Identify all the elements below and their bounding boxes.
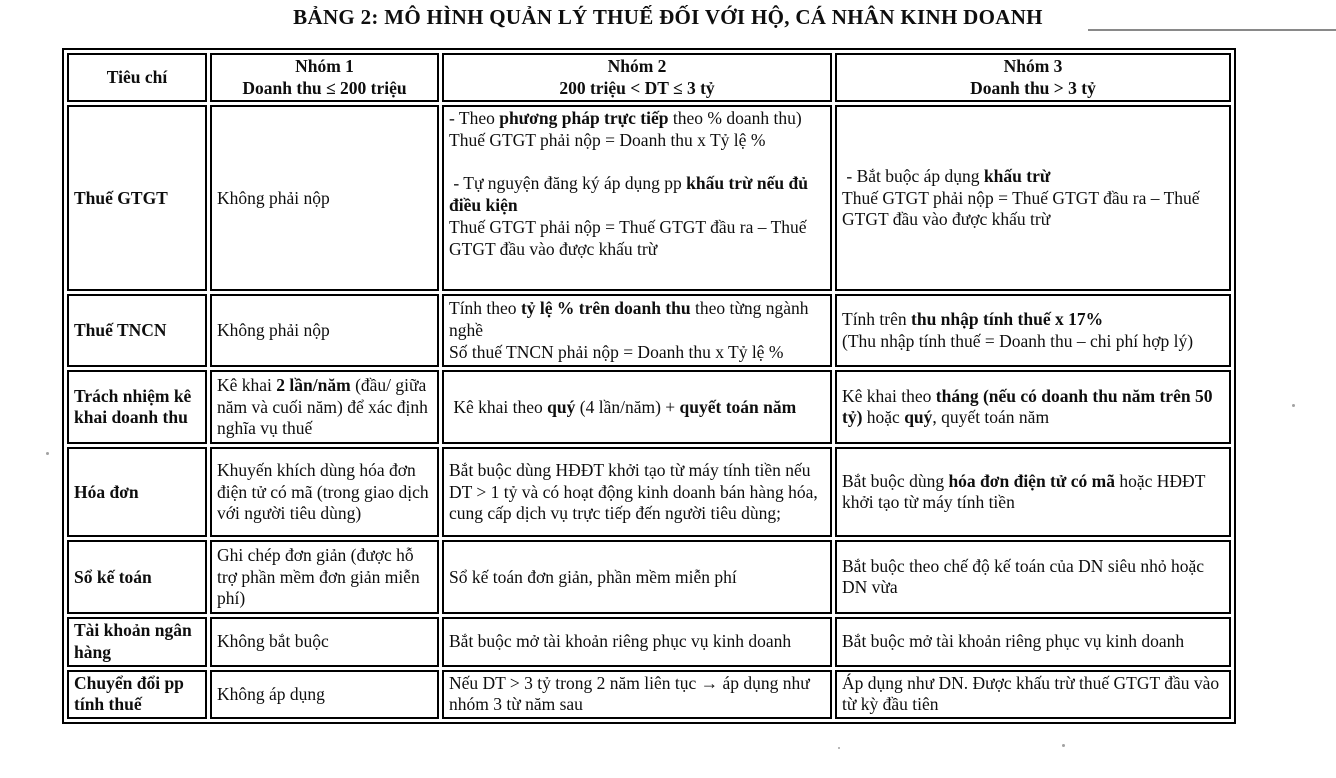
- scan-noise-dot: [838, 747, 840, 749]
- cell-nhom3: Bắt buộc theo chế độ kế toán của DN siêu nhỏ hoặc DN vừa: [835, 540, 1231, 614]
- table-row: [67, 447, 1231, 537]
- header-row: [67, 53, 1231, 102]
- table-row: [67, 105, 1231, 291]
- cell-criterion: Thuế TNCN: [67, 294, 207, 367]
- cell-criterion: Tài khoản ngân hàng: [67, 617, 207, 666]
- cell-nhom2: Bắt buộc mở tài khoản riêng phục vụ kinh doanh: [442, 617, 832, 666]
- scan-noise-dot: [46, 452, 49, 455]
- cell-criterion: Hóa đơn: [67, 447, 207, 537]
- cell-nhom2: Bắt buộc dùng HĐĐT khởi tạo từ máy tính tiền nếu DT > 1 tỷ và có hoạt động kinh doanh bán hàng hóa, cung cấp dịch vụ trực tiếp đến người tiêu dùng;: [442, 447, 832, 537]
- table-row: [67, 370, 1231, 444]
- cell-nhom1: Không phải nộp: [210, 294, 439, 367]
- header-cell-nhom-2: Nhóm 2 200 triệu < DT ≤ 3 tỷ: [442, 53, 832, 102]
- header-cell-nhom-3: Nhóm 3 Doanh thu > 3 tỷ: [835, 53, 1231, 102]
- cell-criterion: Trách nhiệm kê khai doanh thu: [67, 370, 207, 444]
- cell-nhom1: Không áp dụng: [210, 670, 439, 719]
- scan-noise-dot: [1062, 744, 1065, 747]
- header-cell-tieu-chi: Tiêu chí: [67, 53, 207, 102]
- page-title: BẢNG 2: MÔ HÌNH QUẢN LÝ THUẾ ĐỐI VỚI HỘ, CÁ NHÂN KINH DOANH: [293, 5, 1043, 29]
- table-body: [67, 105, 1231, 719]
- cell-criterion: Thuế GTGT: [67, 105, 207, 291]
- cell-nhom3: - Bắt buộc áp dụng khấu trừ Thuế GTGT phải nộp = Thuế GTGT đầu ra – Thuế GTGT đầu vào được khấu trừ: [835, 105, 1231, 291]
- cell-nhom2: Kê khai theo quý (4 lần/năm) + quyết toán năm: [442, 370, 832, 444]
- table-row: [67, 294, 1231, 367]
- cell-nhom3: Bắt buộc mở tài khoản riêng phục vụ kinh doanh: [835, 617, 1231, 666]
- cell-nhom2: Sổ kế toán đơn giản, phần mềm miễn phí: [442, 540, 832, 614]
- cell-nhom3: Bắt buộc dùng hóa đơn điện tử có mã hoặc HĐĐT khởi tạo từ máy tính tiền: [835, 447, 1231, 537]
- scan-noise-dot: [1292, 404, 1295, 407]
- cell-nhom3: Áp dụng như DN. Được khấu trừ thuế GTGT đầu vào từ kỳ đầu tiên: [835, 670, 1231, 719]
- header-cell-nhom-1: Nhóm 1 Doanh thu ≤ 200 triệu: [210, 53, 439, 102]
- cell-nhom2: Nếu DT > 3 tỷ trong 2 năm liên tục → áp dụng như nhóm 3 từ năm sau: [442, 670, 832, 719]
- table-row: [67, 670, 1231, 719]
- cell-nhom2: Tính theo tỷ lệ % trên doanh thu theo từng ngành nghề Số thuế TNCN phải nộp = Doanh thu x Tỷ lệ %: [442, 294, 832, 367]
- cell-criterion: Sổ kế toán: [67, 540, 207, 614]
- cell-nhom3: Kê khai theo tháng (nếu có doanh thu năm trên 50 tỷ) hoặc quý, quyết toán năm: [835, 370, 1231, 444]
- cell-nhom1: Không bắt buộc: [210, 617, 439, 666]
- cell-nhom1: Ghi chép đơn giản (được hỗ trợ phần mềm đơn giản miễn phí): [210, 540, 439, 614]
- cell-nhom1: Kê khai 2 lần/năm (đầu/ giữa năm và cuối năm) để xác định nghĩa vụ thuế: [210, 370, 439, 444]
- cell-nhom1: Không phải nộp: [210, 105, 439, 291]
- tax-model-table: [62, 48, 1236, 724]
- scan-artifact-line: [1088, 29, 1336, 31]
- table-row: [67, 617, 1231, 666]
- table-header: [67, 53, 1231, 102]
- cell-nhom3: Tính trên thu nhập tính thuế x 17% (Thu nhập tính thuế = Doanh thu – chi phí hợp lý): [835, 294, 1231, 367]
- cell-criterion: Chuyển đổi pp tính thuế: [67, 670, 207, 719]
- cell-nhom2: - Theo phương pháp trực tiếp theo % doanh thu) Thuế GTGT phải nộp = Doanh thu x Tỷ lệ % - Tự nguyện đăng ký áp dụng pp khấu trừ nếu đủ điều kiện Thuế GTGT phải nộp = Thuế GTGT đầu ra – Thuế GTGT đầu vào được khấu trừ: [442, 105, 832, 291]
- table-row: [67, 540, 1231, 614]
- cell-nhom1: Khuyến khích dùng hóa đơn điện tử có mã (trong giao dịch với người tiêu dùng): [210, 447, 439, 537]
